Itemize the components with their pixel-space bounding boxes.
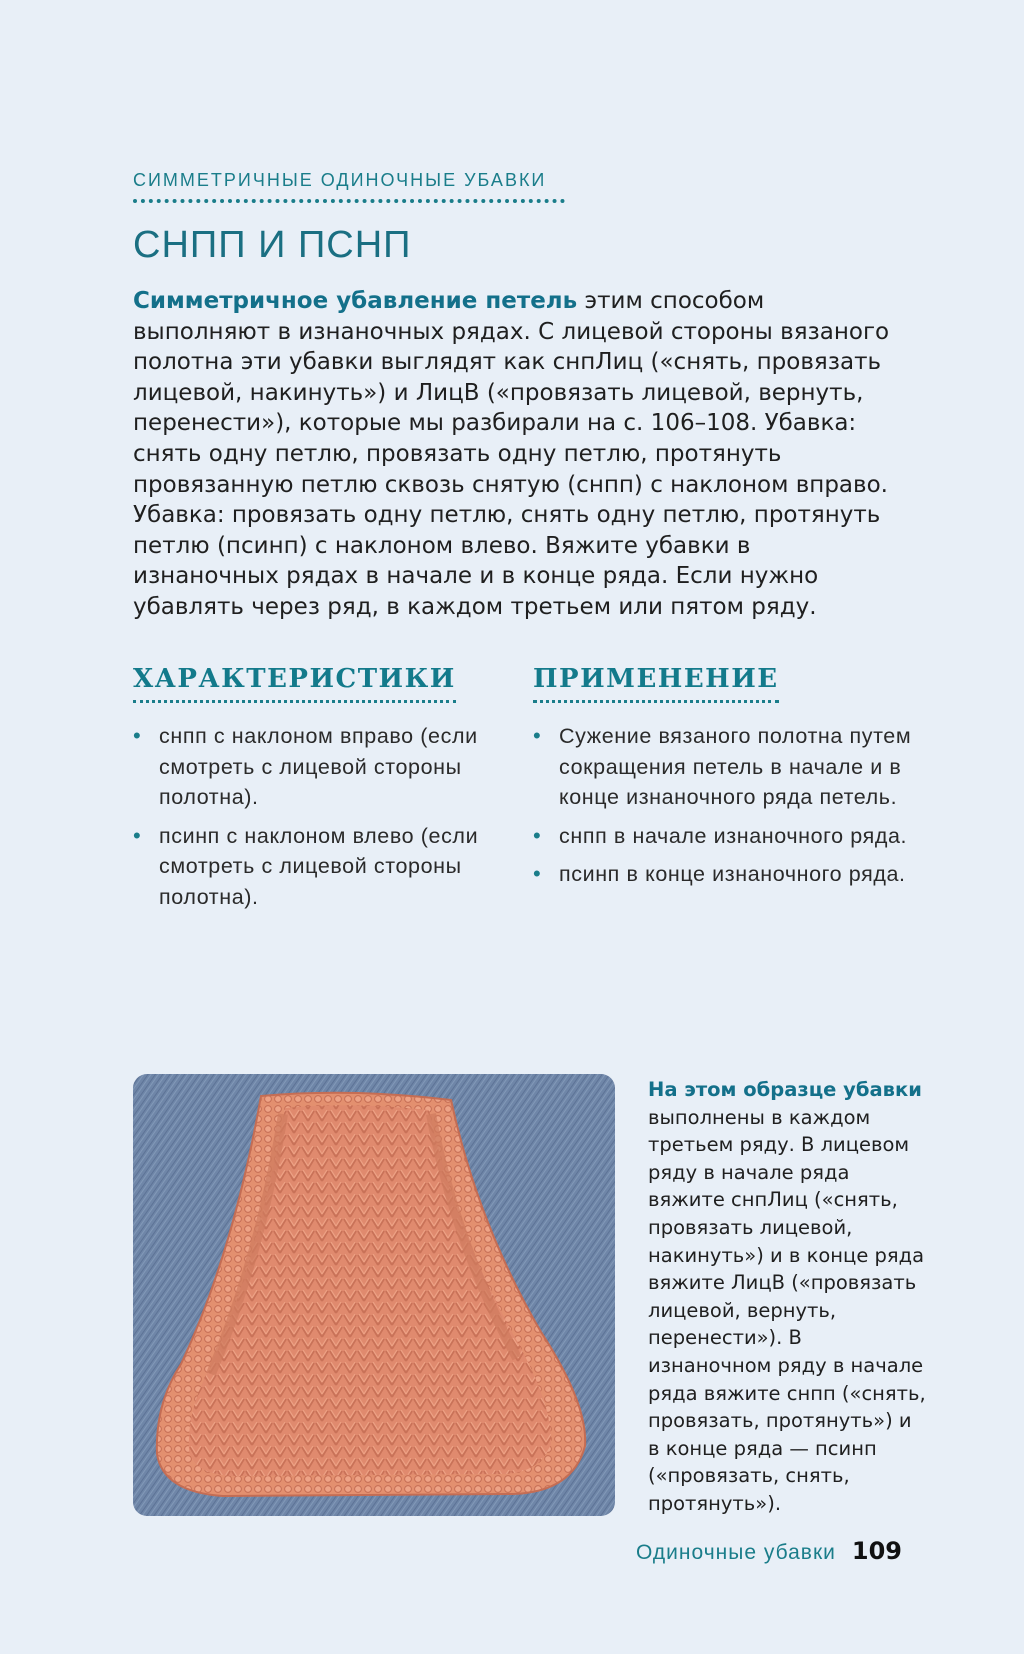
application-column [533,664,913,898]
bullet-dot-icon: • [533,822,542,848]
application-list [533,721,913,890]
section-divider [133,199,565,203]
application-heading: ПРИМЕНЕНИЕ [533,664,779,703]
bullet-dot-icon: • [533,723,542,748]
bullet-dot-icon: • [133,723,142,748]
list-item: • псинп с наклоном влево (если смотреть с лицевой стороны полотна). [133,822,479,909]
page-footer [636,1537,902,1565]
photo-caption [648,1076,928,1518]
characteristics-column [133,664,513,920]
footer-section: Одиночные убавки [636,1541,836,1564]
caption-text: выполнены в каждом третьем ряду. В лицевом ряду в начале ряда вяжите снпЛиц («снять, провязать лицевой, накинуть») и в конце ряда вяжите ЛицВ («провязать лицевой, вернуть, перенести»). В изнаночном ряду в начале ряда вяжите снпп («снять, провязать, протянуть») и в конце ряда — псинп («провязать, снять, протянуть»). [648,1105,926,1515]
page-title: СНПП И ПСНП [133,224,412,266]
caption-lead: На этом образце убавки [648,1078,922,1101]
intro-text: этим способом выполняют в изнаночных рядах. С лицевой стороны вязаного полотна эти убавки выглядят как снпЛиц («снять, провязать лицевой, накинуть») и ЛицВ («провязать лицевой, вернуть, перенести»), которые мы разбирали на с. 106–108. Убавка: снять одну петлю, провязать одну петлю, протянуть провязанную петлю сквозь снятую (снпп) с наклоном вправо. Убавка: провязать одну петлю, снять одну петлю, протянуть петлю (псинп) с наклоном влево. Вяжите убавки в изнаночных рядах в начале и в конце ряда. Если нужно убавлять через ряд, в каждом третьем или пятом ряду. [133,288,890,620]
list-item: • снпп в начале изнаночного ряда. [533,821,913,852]
list-item: • Сужение вязаного полотна путем сокращения петель в начале и в конце изнаночного ряда петель. [533,723,912,809]
intro-paragraph [133,286,893,623]
section-label: СИММЕТРИЧНЫЕ ОДИНОЧНЫЕ УБАВКИ [133,170,547,190]
page-number: 109 [851,1537,902,1565]
knitted-sample-photo [133,1074,615,1516]
characteristics-heading: ХАРАКТЕРИСТИКИ [133,664,456,703]
list-item: • снпп с наклоном вправо (если смотреть с лицевой стороны полотна). [133,723,478,809]
bullet-dot-icon: • [533,861,542,886]
bullet-dot-icon: • [133,822,142,848]
intro-lead: Симметричное убавление петель [133,288,578,314]
list-item: • псинп в конце изнаночного ряда. [533,859,913,890]
characteristics-list [133,721,513,912]
